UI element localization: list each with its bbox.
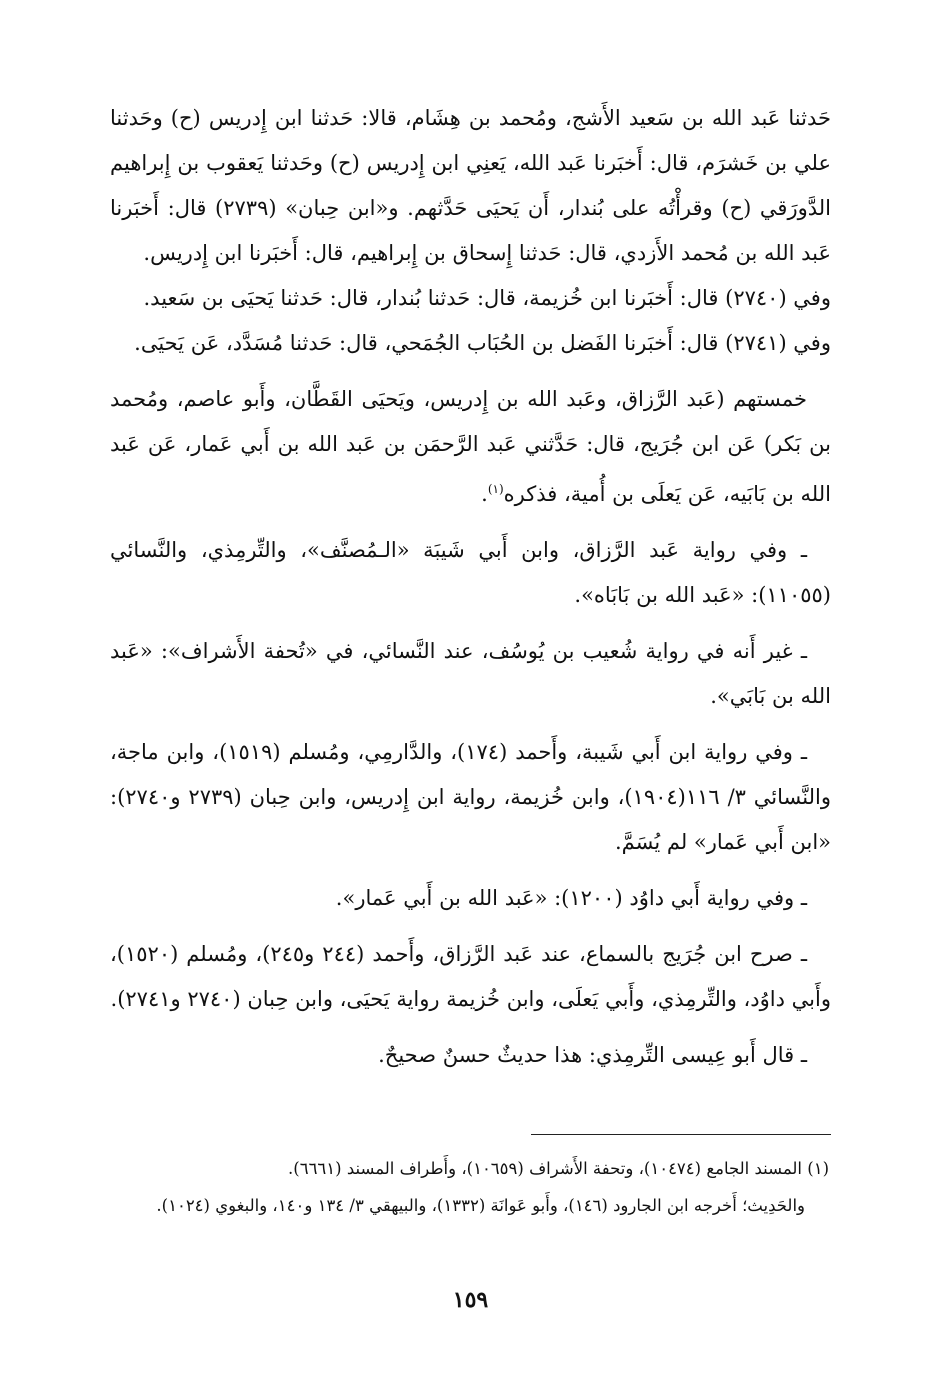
paragraph-note-6: ـ قال أَبو عِيسى التِّرمِذي: هذا حديثٌ حسنٌ صحيحٌ. bbox=[378, 1043, 807, 1067]
paragraph-note-5: ـ صرح ابن جُرَيج بالسماع، عند عَبد الرَّزاق، وأَحمد (٢٤٤ و٢٤٥)، ومُسلم (١٥٢٠)، وأَبي داوُد، والتِّرمِذي، وأَبي يَعلَى، وابن خُزيمة رواية يَحيَى، وابن حِبان (٢٧٤٠ و٢٧٤١). bbox=[110, 942, 831, 1011]
paragraph-summary bbox=[110, 377, 831, 517]
paragraph-chain-2: وفي (٢٧٤٠) قال: أَخبَرنا ابن خُزيمة، قال: حَدثنا بُندار، قال: حَدثنا يَحيَى بن سَعيد. bbox=[143, 286, 831, 310]
footnotes bbox=[110, 1150, 829, 1224]
footnote-marker: (١) bbox=[487, 482, 504, 496]
paragraph-note-1: ـ وفي رواية عَبد الرَّزاق، وابن أَبي شَيبَة «الـمُصنَّف»، والتِّرمِذي، والنَّسائي (١١٠٥٥): «عَبد الله بن بَابَاه». bbox=[110, 538, 831, 607]
page-number: ١٥٩ bbox=[452, 1287, 489, 1313]
footnote-divider bbox=[531, 1134, 831, 1135]
paragraph-chain-1: حَدثنا عَبد الله بن سَعيد الأَشج، ومُحمد بن هِشَام، قالا: حَدثنا ابن إِدريس (ح) وحَدثنا علي بن خَشرَم، قال: أَخبَرنا عَبد الله، يَعنِي ابن إِدريس (ح) وحَدثنا يَعقوب بن إِبراهيم الدَّورَقي (ح) وقرأْتُه على بُندار، أَن يَحيَى حَدَّثهم. و«ابن حِبان» (٢٧٣٩) قال: أَخبَرنا عَبد الله بن مُحمد الأَزدي، قال: حَدثنا إِسحاق بن إِبراهيم، قال: أَخبَرنا ابن إِدريس. bbox=[110, 106, 832, 265]
main-text bbox=[110, 96, 831, 1089]
paragraph-note-2: ـ غير أَنه في رواية شُعيب بن يُوسُف، عند النَّسائي، في «تُحفة الأَشراف»: «عَبد الله بن بَابَي». bbox=[110, 639, 831, 708]
paragraph-note-3: ـ وفي رواية ابن أَبي شَيبة، وأَحمد (١٧٤)، والدَّارمِي، ومُسلم (١٥١٩)، وابن ماجة، والنَّسائي ٣/ ١١٦(١٩٠٤)، وابن خُزيمة، رواية ابن إِدريس، وابن حِبان (٢٧٣٩ و٢٧٤٠): «ابن أَبي عَمار» لم يُسَمَّ. bbox=[110, 740, 831, 854]
summary-text: خمستهم (عَبد الرَّزاق، وعَبد الله بن إِدريس، ويَحيَى القَطَّان، وأَبو عاصم، ومُحمد بن بَكر) عَن ابن جُرَيج، قال: حَدَّثني عَبد الرَّحمَن بن عَبد الله بن أَبي عَمار، عَن عَبد الله بن بَابَيه، عَن يَعلَى بن أُمية، فذكره bbox=[110, 387, 831, 506]
footnote-1-continuation: والحَدِيث؛ أَخرجه ابن الجارود (١٤٦)، وأَبو عَوانَة (١٣٣٢)، والبيهقي ٣/ ١٣٤ و١٤٠، والبغوي (١٠٢٤). bbox=[156, 1196, 805, 1215]
summary-end: . bbox=[481, 482, 488, 506]
footnote-1: (١) المسند الجامع (١٠٤٧٤)، وتحفة الأَشراف (١٠٦٥٩)، وأَطراف المسند (٦٦٦١). bbox=[288, 1159, 829, 1178]
paragraph-chain-3: وفي (٢٧٤١) قال: أَخبَرنا الفَضل بن الحُبَاب الجُمَحي، قال: حَدثنا مُسَدَّد، عَن يَحيَى. bbox=[134, 331, 831, 355]
paragraph-note-4: ـ وفي رواية أَبي داوُد (١٢٠٠): «عَبد الله بن أَبي عَمار». bbox=[335, 886, 807, 910]
